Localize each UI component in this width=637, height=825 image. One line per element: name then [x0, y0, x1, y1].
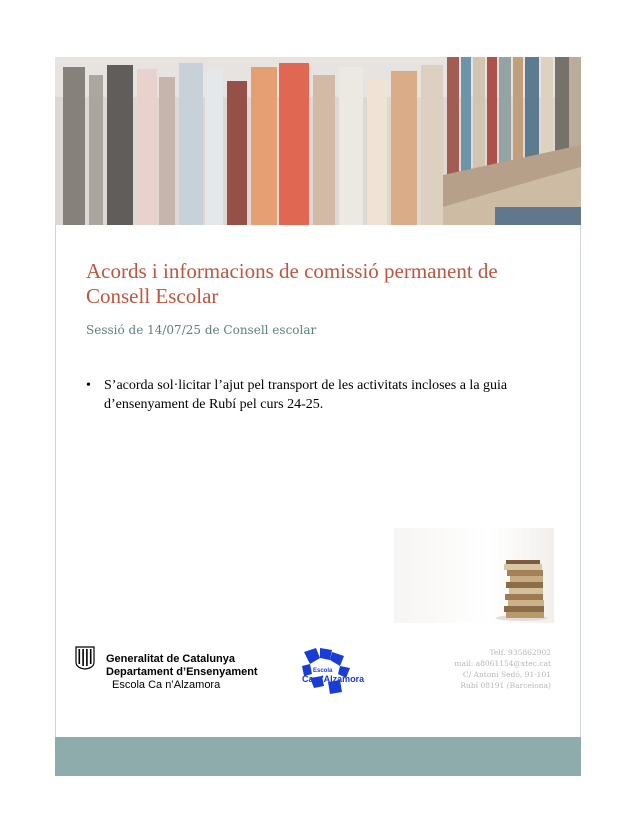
contact-info: [440, 647, 551, 691]
agreement-text: S’acorda sol·licitar l’ajut pel transport de les activitats incloses a la guia d’ensenyament de Rubí pel curs 24-25.: [104, 378, 508, 412]
bookshelf-banner-image: [55, 57, 581, 225]
page-title: Acords i informacions de comissió permanent de Consell Escolar: [86, 259, 498, 308]
session-subtitle: Sessió de 14/07/25 de Consell escolar: [86, 323, 317, 337]
address-text: C/ Antoni Sedó, 91-101: [462, 670, 551, 679]
generalitat-logo-icon: [75, 646, 95, 670]
email-text: mail: a8061154@xtec.cat: [454, 659, 551, 668]
footer-color-bar: [55, 737, 581, 776]
city-text: Rubí 08191 (Barcelona): [460, 681, 551, 690]
government-name: Generalitat de Catalunya: [106, 653, 235, 665]
school-logo: [300, 646, 366, 696]
generalitat-text: [106, 653, 286, 692]
bullet-icon: •: [86, 378, 91, 393]
school-name: Escola Ca n’Alzamora: [112, 679, 221, 691]
logo-small-text: Escola: [313, 668, 333, 674]
logo-main-text: Ca n'Alzamora: [302, 674, 365, 684]
phone-text: Telf. 935862902: [489, 648, 551, 657]
department-name: Departament d’Ensenyament: [106, 666, 258, 678]
book-stack-image: [394, 528, 554, 623]
